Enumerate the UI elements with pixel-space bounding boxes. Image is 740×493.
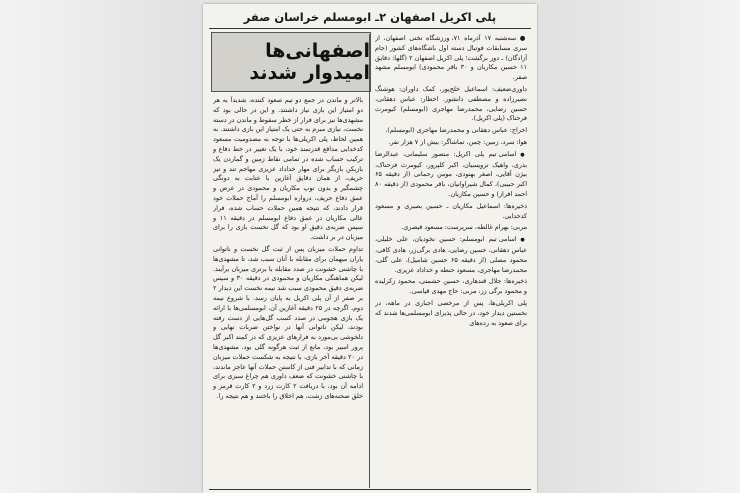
- article-column-right: [375, 34, 527, 488]
- paragraph: ● اسامی تیم پلی اکریل: منصور سلیمانی، عبدالرضا بذری، واهیک ترویسیان، اکبر کلپرور، کیومرث فرحناک، بیژن آقایی، اصغر بهنودی، مومن رحمانی (از دقیقه ۶۵ اکبر حبیبی)، کمال شیراوانیان، باقر محمودی (از دقیقه ۸۰ احمد افراز) و حسین مکاریان.: [375, 150, 527, 200]
- paragraph: بالاتر و ماندن در جمع دو تیم صعود کننده، شدیداً به هر دو امتیاز این بازی نیاز داشتند. و این در حالی بود که مشهدی‌ها نیز برای فرار از خطر سقوط و ماندن در دسته نخست، نیازی مبرم به حتی یک امتیاز این بازی داشتند. به همین لحاظ، پلی اکریلی‌ها با توجه به مصدومیت مسعود کدخدایی مدافع قدرتمند خود، با یک تغییر در خط دفاع و ترکیب حساب شده در تمامی نقاط زمین و گماردن یک بازیکن بازیگر برای مهار خداداد عزیزی مهاجم تند و تیز حریف، از همان دقایق آغازین با عتابت به دونگی چشمگیر و بدون توپ مکاریان و محمودی در عرض و عمق دفاع حریف، دروازه ابومسلم را آماج حملات خود قرار دادند، که نتیجه همین حملات حساب شده، فرار عالی مکاریان در عمق دفاع ابومسلم در دقیقه ۱۱ و سپس ضربه‌ی دقیق او بود که گل نخست بازی را برای میزبان در بر داشت.: [213, 96, 363, 242]
- match-result-headline: پلی اکریل اصفهان ۲ـ ابومسلم خراسان صفر: [243, 10, 497, 24]
- paragraph: ● اسامی تیم ابومسلم: حسین نخودیان، علی خلیلی، عباس دهقانی، حسین رضایی، هادی برگی‌زر، هادی کافی، محمود مصلی (از دقیقه ۶۵ حسین شامیل)، علی گلی، محمدرضا مهاجری، مسعود حنطه و خداداد عزیزی.: [375, 235, 527, 275]
- paragraph: اخراج: عباس دهقانی و محمدرضا مهاجری (ابومسلم).: [385, 126, 527, 135]
- bottom-rule: [209, 489, 531, 490]
- article-column-left: [213, 96, 363, 488]
- paragraph: ● سه‌شنبه ۱۷ آذرماه ۷۱، ورزشگاه تختی اصفهان، از سری مسابقات فوتبال دسته اول باشگاه‌های کشور (جام آزادگان) ـ دور برگشت؛ پلی اکریل اصفهان ۲ (گلها: دقایق ۱۱ حسین مکاریان و ۳۰ باقر محمودی) ابومسلم مشهد صفر.: [375, 34, 527, 82]
- column-divider: [369, 34, 370, 488]
- page-margin-right: [540, 0, 740, 493]
- paragraph: تداوم حملات میزبان پس از ثبت گل نخست و ناتوانی یاران میهمان برای مقابله با آنان سبب شد، تا مشهدی‌ها با چاشنی خشونت در صدد مقابله با برتری میزبان برآیند. لیکن هماهنگی مکاریان و محمودی در دقیقه ۳۰ و سپس ضربه‌ی دقیق محمودی سبب شد نیمه نخست این دیدار ۲ بر صفر از آن پلی اکریل به پایان رسد. با شروع نیمه دوم، اگرچه در ۲۵ دقیقه آغازین آن، ابومسلمی‌ها با ارائه یک بازی هجومی در صدد کسب گل‌هایی از دست رفته بودند، لیکن ناتوانی آنها در نواختن ضربات نهایی و دلخوشی بی‌مورد به فرارهای عزیزی که در کمند اکبر گل پرور اسیر بود، مانع از ثبت هرگونه گلی بود. مشهدی‌ها در ۲۰ دقیقه آخر بازی، با نتیجه به شکست حملات میزبان زمانی که با تدابیر فنی از کاستن حملات آنها عاجز ماندند، با چاشنی خشونت که ضعف داوری هم چراغ سبزی برای ادامه آن بود، با دریافت ۲ کارت زرد و ۲ کارت قرمز و خلق صحنه‌های زشت، هم اخلاق را باختند و هم نتیجه را.: [213, 244, 363, 400]
- paragraph: مربی: بهرام غالطه، سرپرست: مسعود قیصری.: [401, 223, 527, 232]
- main-title-box: [211, 32, 371, 92]
- main-title: اصفهانی‌ها امیدوار شدند: [249, 40, 370, 84]
- paragraph: پلی اکریلی‌ها، پس از مرخصی اجباری در ماهه، در نخستین دیدار خود، در حالی پذیرای ابومسلمی‌ها شدند که برای صعود به رده‌های: [375, 298, 527, 327]
- headline-rule: [209, 28, 531, 29]
- paragraph: هوا: سرد، زمین: چمن، تماشاگر: بیش از ۷ هزار نفر.: [388, 137, 527, 146]
- paragraph: ذخیره‌ها: جلال قندهاری، حسین حشمتی، محمود زکرلیده و محمود برگی زر، مربی: حاج مهدی قیاسی.: [375, 277, 527, 296]
- page-margin-left: [0, 0, 200, 493]
- paragraph: داوری‌ضعیف: اسماعیل خلج‌پور، کمک داوران: هوشنگ نصیرزاده و مصطفی دانشور. اخطار: عباس دهقانی، حسین رضایی، محمدرضا مهاجری (ابومسلم) کیومرث فرحناک (پلی اکریل).: [375, 84, 527, 123]
- newspaper-clipping: [203, 4, 537, 493]
- paragraph: ذخیره‌ها: اسماعیل مکاریان ـ حسین بصیری و مسعود کدخدایی.: [375, 201, 527, 220]
